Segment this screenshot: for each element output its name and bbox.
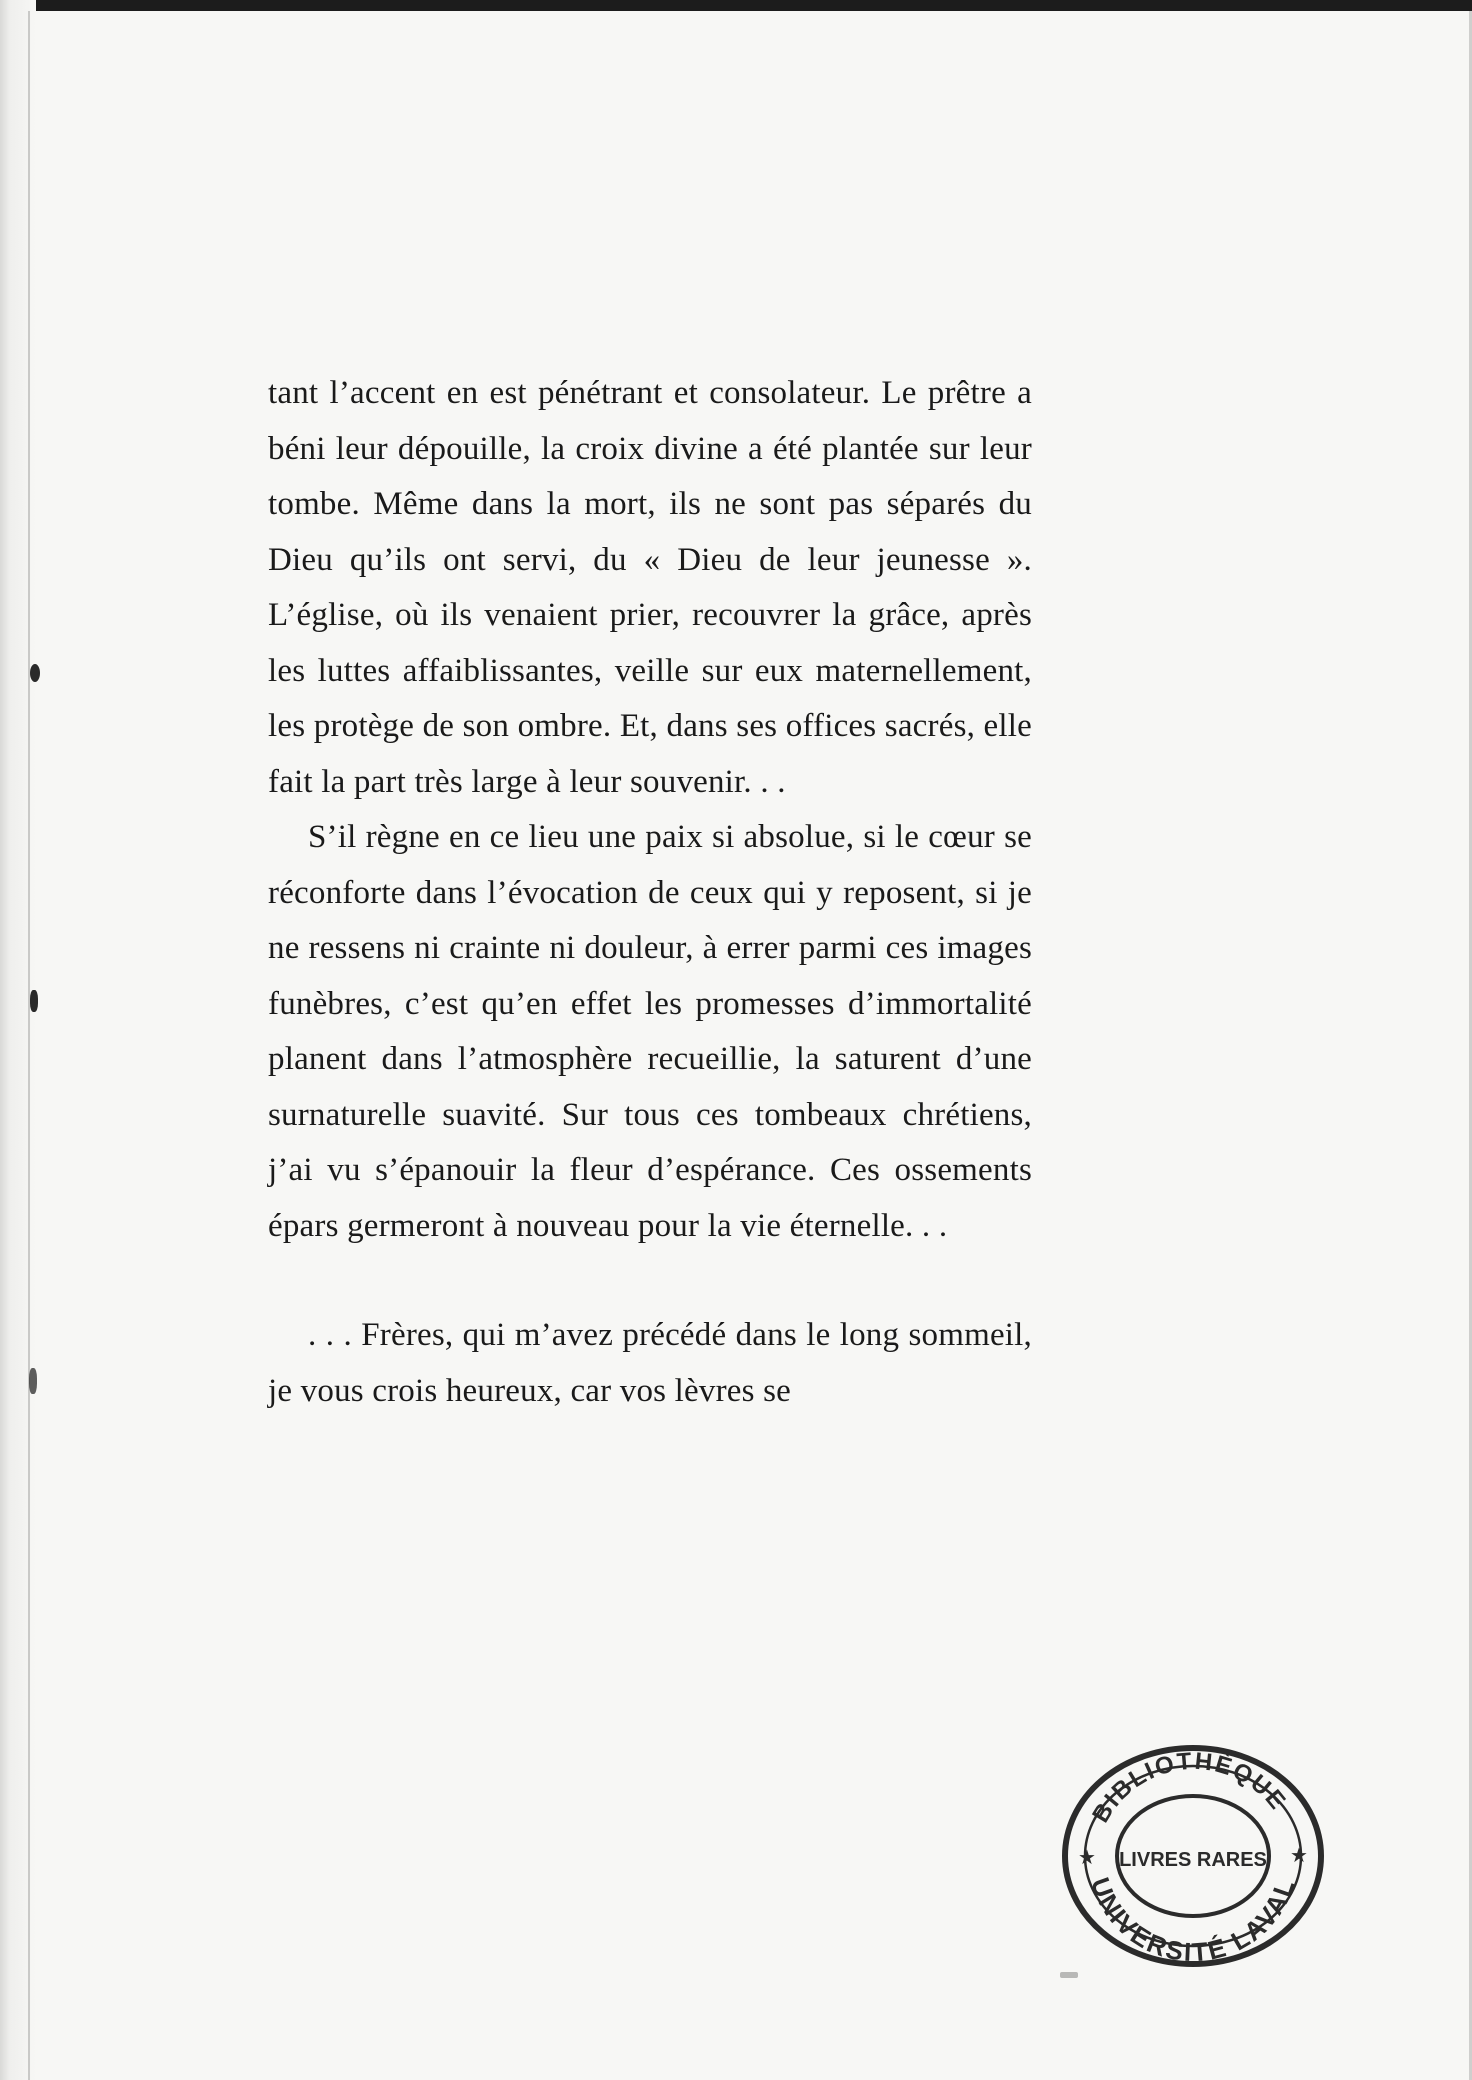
star-icon: ★: [1078, 1845, 1096, 1869]
binding-hole-mark: [29, 1368, 37, 1394]
stamp-top-text: BIBLIOTHÈQUE: [1087, 1747, 1292, 1828]
paragraph: S’il règne en ce lieu une paix si absolue, si le cœur se réconforte dans l’évocation de ceux qui y reposent, si je ne ressens ni crainte ni douleur, à errer parmi ces images funèbres, c’est qu’en effet les promesses d’immortalité planent dans l’atmosphère recueillie, la saturent d’une surnaturelle suavité. Sur tous ces tombeaux chrétiens, j’ai vu s’épanouir la fleur d’espérance. Ces ossements épars germeront à nouveau pour la vie éternelle. . .: [268, 819, 1032, 1244]
paper-speck: [1060, 1972, 1078, 1978]
star-icon: ★: [1290, 1843, 1308, 1867]
binding-hole-mark: [30, 664, 40, 682]
scan-top-edge: [0, 0, 1472, 11]
scan-left-edge: [0, 0, 36, 2080]
binding-hole-mark: [30, 990, 38, 1012]
stamp-bottom-text: UNIVERSITÉ LAVAL: [1084, 1873, 1301, 1968]
svg-text:UNIVERSITÉ LAVAL: [1085, 1874, 1301, 1968]
stamp-middle-text: LIVRES RARES: [1119, 1849, 1267, 1871]
paragraph-continued: tant l’accent en est pénétrant et consolateur. Le prêtre a béni leur dépouille, la croix divine a été plantée sur leur tombe. Même dans la mort, ils ne sont pas séparés du Dieu qu’ils ont servi, du « Dieu de leur jeunesse ». L’église, où ils venaient prier, recouvrer la grâce, après les luttes affaiblissantes, veille sur eux maternellement, les protège de son ombre. Et, dans ses offices sacrés, elle fait la part très large à leur souvenir. . .: [268, 375, 1032, 800]
library-stamp: [1058, 1738, 1328, 1972]
page-gutter-line: [28, 11, 30, 2080]
paragraph: . . . Frères, qui m’avez précédé dans le long sommeil, je vous crois heureux, car vos lèvres se: [268, 1317, 1032, 1409]
svg-text:BIBLIOTHÈQUE: [1087, 1748, 1292, 1828]
page-body-text: [268, 366, 1032, 1419]
